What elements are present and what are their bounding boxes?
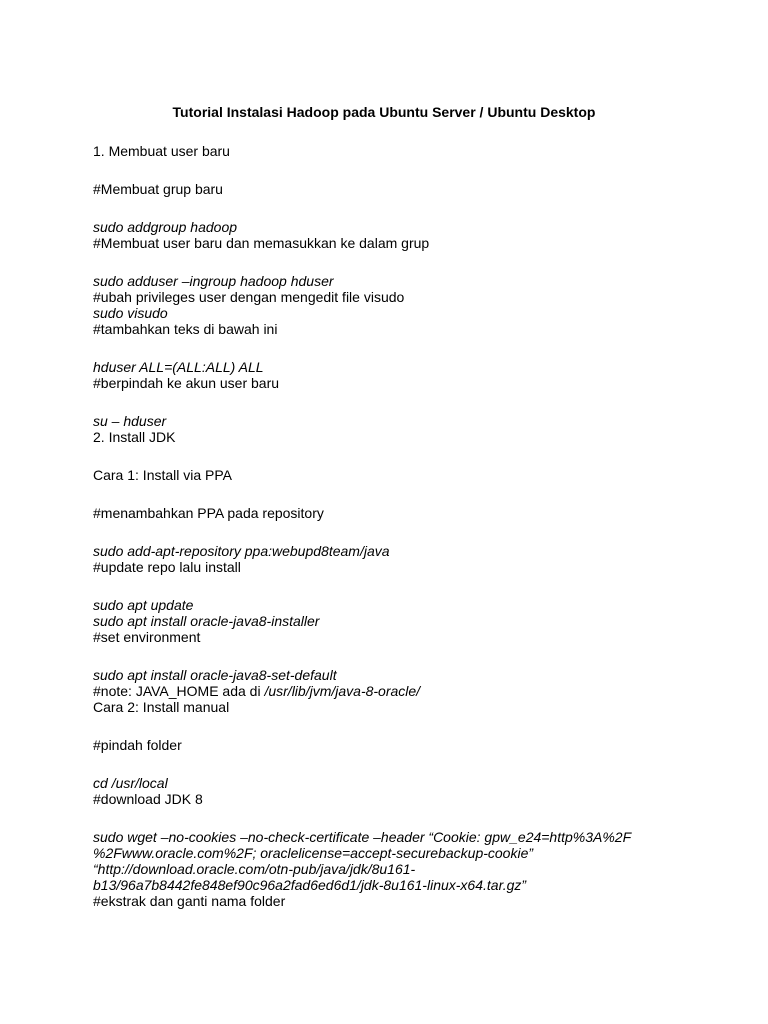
comment-line: #download JDK 8 xyxy=(93,791,203,807)
command-line: sudo add-apt-repository ppa:webupd8team/java xyxy=(93,543,390,559)
command-line: sudo visudo xyxy=(93,305,168,321)
note-label: #note: JAVA_HOME ada di xyxy=(93,683,265,699)
command-line: “http://download.oracle.com/otn-pub/java/jdk/8u161- xyxy=(93,861,416,877)
comment-line: #Membuat user baru dan memasukkan ke dalam grup xyxy=(93,235,430,251)
comment-line: #ekstrak dan ganti nama folder xyxy=(93,893,286,909)
section-heading: 2. Install JDK xyxy=(93,429,176,445)
command-line: cd /usr/local xyxy=(93,775,168,791)
comment-line: #set environment xyxy=(93,629,201,645)
command-line: hduser ALL=(ALL:ALL) ALL xyxy=(93,359,264,375)
comment-line: #berpindah ke akun user baru xyxy=(93,375,280,391)
command-line: sudo apt install oracle-java8-installer xyxy=(93,613,320,629)
command-line: sudo wget –no-cookies –no-check-certificate –header “Cookie: gpw_e24=http%3A%2F xyxy=(93,829,632,845)
comment-line: #Membuat grup baru xyxy=(93,181,223,197)
command-line: b13/96a7b8442fe848ef90c96a2fad6ed6d1/jdk-8u161-linux-x64.tar.gz” xyxy=(93,877,527,893)
command-line: %2Fwww.oracle.com%2F; oraclelicense=accept-securebackup-cookie” xyxy=(93,845,534,861)
command-line: sudo apt install oracle-java8-set-default xyxy=(93,667,337,683)
document-title: Tutorial Instalasi Hadoop pada Ubuntu Server / Ubuntu Desktop xyxy=(172,104,596,120)
subsection-heading: Cara 2: Install manual xyxy=(93,699,230,715)
section-heading: 1. Membuat user baru xyxy=(93,143,230,159)
comment-line: #tambahkan teks di bawah ini xyxy=(93,321,278,337)
note-line xyxy=(93,683,420,699)
subsection-heading: Cara 1: Install via PPA xyxy=(93,467,233,483)
command-line: su – hduser xyxy=(93,413,167,429)
comment-line: #pindah folder xyxy=(93,737,182,753)
command-line: sudo adduser –ingroup hadoop hduser xyxy=(93,273,334,289)
comment-line: #update repo lalu install xyxy=(93,559,241,575)
java-home-path: /usr/lib/jvm/java-8-oracle/ xyxy=(264,683,421,699)
comment-line: #ubah privileges user dengan mengedit file visudo xyxy=(93,289,405,305)
command-line: sudo addgroup hadoop xyxy=(93,219,238,235)
comment-line: #menambahkan PPA pada repository xyxy=(93,505,324,521)
command-line: sudo apt update xyxy=(93,597,194,613)
